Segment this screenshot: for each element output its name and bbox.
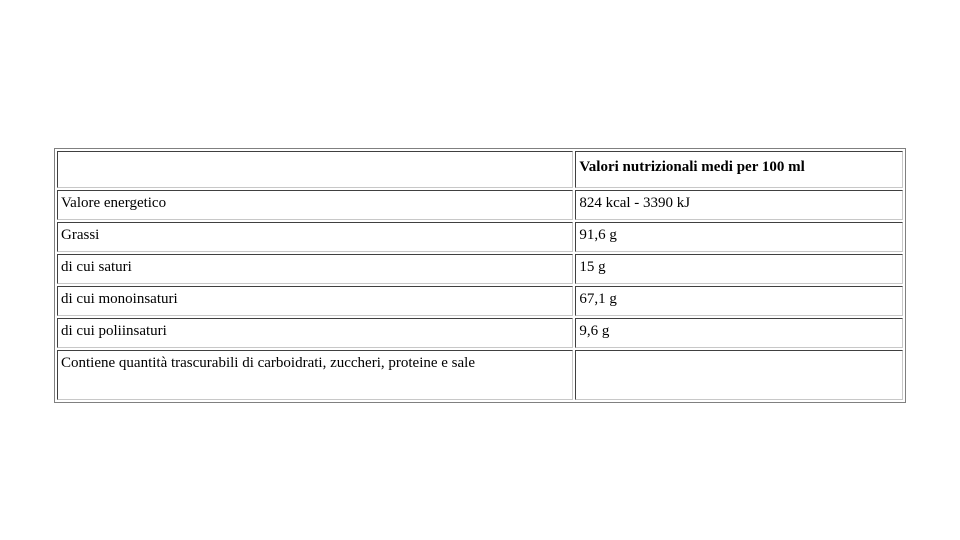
table-row — [57, 350, 903, 400]
row-value: 15 g — [575, 254, 903, 284]
row-label: Grassi — [57, 222, 573, 252]
row-label: Contiene quantità trascurabili di carboidrati, zuccheri, proteine e sale — [57, 350, 573, 400]
row-value: 67,1 g — [575, 286, 903, 316]
table-row — [57, 190, 903, 220]
table-row — [57, 318, 903, 348]
table-row — [57, 254, 903, 284]
header-label-cell — [57, 151, 573, 188]
nutrition-table — [54, 148, 906, 403]
table-header-row — [57, 151, 903, 188]
row-value: 824 kcal - 3390 kJ — [575, 190, 903, 220]
row-label: Valore energetico — [57, 190, 573, 220]
row-label: di cui poliinsaturi — [57, 318, 573, 348]
row-value — [575, 350, 903, 400]
header-value-cell: Valori nutrizionali medi per 100 ml — [575, 151, 903, 188]
row-label: di cui saturi — [57, 254, 573, 284]
table-row — [57, 286, 903, 316]
row-value: 9,6 g — [575, 318, 903, 348]
row-value: 91,6 g — [575, 222, 903, 252]
table-row — [57, 222, 903, 252]
row-label: di cui monoinsaturi — [57, 286, 573, 316]
